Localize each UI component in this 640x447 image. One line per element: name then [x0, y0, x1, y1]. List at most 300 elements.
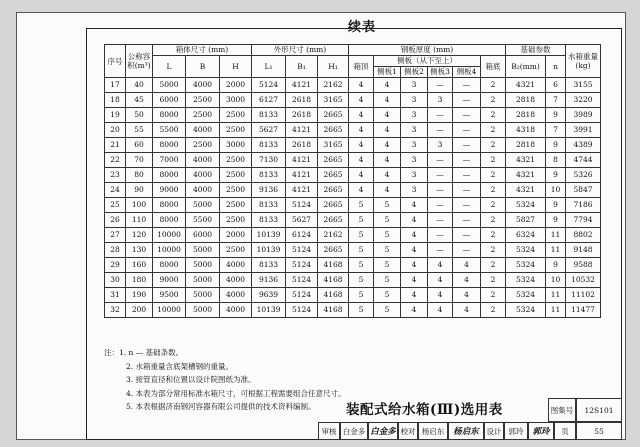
cell-L1: 10139	[252, 243, 286, 258]
cell-b2: 6324	[506, 228, 546, 243]
cell-L: 9000	[153, 273, 186, 288]
cell-B: 5000	[186, 243, 220, 258]
designer-signature: 郭玲	[528, 422, 554, 440]
cell-top-plate: 5	[349, 303, 374, 318]
cell-side3: 3	[428, 93, 453, 108]
header-seq: 序号	[105, 45, 126, 78]
cell-side3: 4	[428, 303, 453, 318]
table-row	[105, 93, 601, 108]
cell-side1: 4	[374, 108, 401, 123]
table-row	[105, 78, 601, 93]
page-title: 续表	[348, 20, 377, 35]
cell-B1: 5124	[286, 243, 318, 258]
cell-H: 2500	[220, 168, 252, 183]
cell-B: 4000	[186, 78, 220, 93]
cell-top-plate: 5	[349, 228, 374, 243]
cell-L1: 5124	[252, 78, 286, 93]
cell-weight: 4389	[566, 138, 601, 153]
cell-volume: 90	[126, 183, 153, 198]
cell-B1: 5627	[286, 213, 318, 228]
cell-b2: 2818	[506, 138, 546, 153]
cell-L1: 8133	[252, 168, 286, 183]
cell-weight: 5847	[566, 183, 601, 198]
cell-H: 2500	[220, 108, 252, 123]
cell-L1: 9136	[252, 273, 286, 288]
header-H: H	[220, 56, 252, 78]
cell-top-plate: 4	[349, 108, 374, 123]
cell-side2: 4	[401, 303, 428, 318]
table-row	[105, 288, 601, 303]
cell-B: 4000	[186, 168, 220, 183]
cell-side3: —	[428, 183, 453, 198]
cell-side3: —	[428, 78, 453, 93]
cell-side2: 4	[401, 243, 428, 258]
cell-side1: 5	[374, 303, 401, 318]
cell-b2: 4318	[506, 123, 546, 138]
header-side-group: 侧板（从下至上）	[374, 56, 481, 67]
cell-bottom-plate: 2	[481, 153, 506, 168]
cell-top-plate: 4	[349, 168, 374, 183]
cell-seq: 25	[105, 198, 126, 213]
cell-H: 2500	[220, 123, 252, 138]
cell-side2: 4	[401, 258, 428, 273]
cell-B: 5000	[186, 258, 220, 273]
cell-H1: 2665	[318, 153, 349, 168]
header-side2: 侧板2	[401, 67, 428, 78]
cell-L1: 8133	[252, 108, 286, 123]
cell-top-plate: 5	[349, 258, 374, 273]
cell-side3: —	[428, 108, 453, 123]
header-B: B	[186, 56, 220, 78]
cell-side2: 3	[401, 183, 428, 198]
cell-seq: 30	[105, 273, 126, 288]
cell-bottom-plate: 2	[481, 273, 506, 288]
cell-H1: 4168	[318, 258, 349, 273]
cell-L1: 8133	[252, 198, 286, 213]
cell-b2: 5324	[506, 273, 546, 288]
table-row	[105, 213, 601, 228]
cell-side4: 4	[453, 303, 481, 318]
cell-L: 8000	[153, 108, 186, 123]
cell-bottom-plate: 2	[481, 288, 506, 303]
note-text: 5. 本表根据济南钢河容器有限公司提供的技术资料编制。	[126, 402, 316, 411]
cell-B: 4000	[186, 153, 220, 168]
cell-seq: 17	[105, 78, 126, 93]
note-line	[104, 400, 346, 414]
header-bottom-plate: 箱底	[481, 56, 506, 78]
cell-B: 2500	[186, 138, 220, 153]
cell-B1: 5124	[286, 303, 318, 318]
cell-b2: 2818	[506, 93, 546, 108]
cell-L: 10000	[153, 243, 186, 258]
cell-B: 5500	[186, 213, 220, 228]
cell-n: 7	[546, 93, 566, 108]
design-label: 设计	[484, 422, 504, 440]
cell-n: 11	[546, 288, 566, 303]
cell-H: 2500	[220, 198, 252, 213]
cell-seq: 29	[105, 258, 126, 273]
header-top-plate: 箱顶	[349, 56, 374, 78]
note-line: 注：1. n — 基础条数。	[104, 348, 184, 357]
cell-B1: 4121	[286, 123, 318, 138]
cell-side1: 5	[374, 243, 401, 258]
cell-side3: —	[428, 123, 453, 138]
cell-L1: 8133	[252, 258, 286, 273]
cell-volume: 100	[126, 198, 153, 213]
cell-top-plate: 5	[349, 288, 374, 303]
cell-top-plate: 4	[349, 183, 374, 198]
cell-seq: 31	[105, 288, 126, 303]
cell-B1: 6124	[286, 228, 318, 243]
drawing-title: 装配式给水箱(Ⅲ)选用表	[346, 402, 503, 418]
cell-weight: 9588	[566, 258, 601, 273]
cell-side4: —	[453, 213, 481, 228]
cell-volume: 50	[126, 108, 153, 123]
cell-seq: 27	[105, 228, 126, 243]
cell-top-plate: 4	[349, 138, 374, 153]
cell-L1: 8133	[252, 213, 286, 228]
cell-B: 5000	[186, 303, 220, 318]
cell-volume: 70	[126, 153, 153, 168]
cell-B1: 5124	[286, 198, 318, 213]
cell-side2: 3	[401, 108, 428, 123]
cell-side2: 4	[401, 198, 428, 213]
cell-n: 9	[546, 213, 566, 228]
reviewer-name: 白金多	[340, 422, 368, 440]
cell-weight: 4744	[566, 153, 601, 168]
cell-volume: 110	[126, 213, 153, 228]
cell-weight: 7794	[566, 213, 601, 228]
cell-side2: 3	[401, 78, 428, 93]
header-volume: 公称容积(m³)	[126, 45, 153, 78]
cell-B1: 5124	[286, 273, 318, 288]
cell-B1: 5124	[286, 288, 318, 303]
cell-side4: —	[453, 168, 481, 183]
cell-b2: 5324	[506, 288, 546, 303]
cell-n: 9	[546, 108, 566, 123]
cell-B1: 4121	[286, 168, 318, 183]
cell-side4: —	[453, 228, 481, 243]
page-number: 55	[576, 422, 622, 440]
cell-H: 3000	[220, 93, 252, 108]
cell-side3: —	[428, 153, 453, 168]
cell-L: 10000	[153, 228, 186, 243]
cell-B: 2500	[186, 108, 220, 123]
cell-b2: 5324	[506, 303, 546, 318]
cell-volume: 60	[126, 138, 153, 153]
cell-H: 4000	[220, 303, 252, 318]
cell-H: 2500	[220, 153, 252, 168]
cell-n: 8	[546, 153, 566, 168]
cell-H: 2000	[220, 78, 252, 93]
cell-H: 3000	[220, 138, 252, 153]
note-text: 3. 接管直径和位置以设计院图纸为准。	[126, 375, 256, 384]
cell-H1: 2665	[318, 243, 349, 258]
cell-L: 6000	[153, 93, 186, 108]
cell-L: 9500	[153, 288, 186, 303]
header-basic-params: 基础参数	[506, 45, 566, 56]
note-text: 4. 本表为部分常用标准水箱尺寸，可根据工程需要组合任意尺寸。	[126, 388, 346, 398]
cell-volume: 80	[126, 168, 153, 183]
cell-n: 9	[546, 198, 566, 213]
cell-volume: 180	[126, 273, 153, 288]
header-plate-thickness: 钢板厚度 (mm)	[349, 45, 506, 56]
cell-L: 9000	[153, 183, 186, 198]
cell-side4: —	[453, 243, 481, 258]
cell-side3: 4	[428, 288, 453, 303]
cell-top-plate: 5	[349, 243, 374, 258]
cell-H: 2500	[220, 183, 252, 198]
table-row	[105, 138, 601, 153]
table-row	[105, 243, 601, 258]
cell-L: 8000	[153, 138, 186, 153]
cell-side2: 3	[401, 138, 428, 153]
cell-side3: 4	[428, 258, 453, 273]
cell-side2: 4	[401, 213, 428, 228]
table-row	[105, 258, 601, 273]
cell-weight: 9148	[566, 243, 601, 258]
cell-side1: 4	[374, 78, 401, 93]
cell-bottom-plate: 2	[481, 228, 506, 243]
cell-top-plate: 4	[349, 78, 374, 93]
cell-side3: 4	[428, 273, 453, 288]
designer-name: 郭玲	[504, 422, 528, 440]
cell-H1: 2665	[318, 183, 349, 198]
cell-side3: —	[428, 243, 453, 258]
cell-weight: 11102	[566, 288, 601, 303]
cell-side3: 3	[428, 138, 453, 153]
tank-selection-table	[104, 44, 601, 318]
cell-H1: 2665	[318, 123, 349, 138]
cell-B: 2500	[186, 93, 220, 108]
table-row	[105, 108, 601, 123]
cell-side1: 4	[374, 153, 401, 168]
cell-weight: 11477	[566, 303, 601, 318]
cell-H: 2500	[220, 243, 252, 258]
cell-b2: 5324	[506, 243, 546, 258]
cell-side4: —	[453, 183, 481, 198]
cell-top-plate: 4	[349, 93, 374, 108]
cell-side2: 3	[401, 153, 428, 168]
cell-bottom-plate: 2	[481, 78, 506, 93]
cell-side3: —	[428, 168, 453, 183]
cell-bottom-plate: 2	[481, 93, 506, 108]
cell-seq: 23	[105, 168, 126, 183]
cell-L: 5000	[153, 78, 186, 93]
cell-b2: 4321	[506, 153, 546, 168]
cell-B1: 4121	[286, 153, 318, 168]
header-side3: 侧板3	[428, 67, 453, 78]
cell-bottom-plate: 2	[481, 123, 506, 138]
cell-b2: 5324	[506, 258, 546, 273]
table-row	[105, 168, 601, 183]
cell-volume: 120	[126, 228, 153, 243]
cell-B: 4000	[186, 123, 220, 138]
cell-b2: 5324	[506, 198, 546, 213]
cell-side2: 3	[401, 168, 428, 183]
cell-side4: —	[453, 198, 481, 213]
cell-n: 9	[546, 258, 566, 273]
notes-section	[104, 346, 346, 414]
cell-bottom-plate: 2	[481, 213, 506, 228]
cell-side1: 5	[374, 258, 401, 273]
cell-H1: 4168	[318, 288, 349, 303]
cell-H1: 4168	[318, 273, 349, 288]
cell-side2: 4	[401, 288, 428, 303]
cell-seq: 18	[105, 93, 126, 108]
cell-H1: 2665	[318, 108, 349, 123]
cell-side1: 5	[374, 273, 401, 288]
cell-volume: 200	[126, 303, 153, 318]
cell-L: 5500	[153, 123, 186, 138]
cell-side3: —	[428, 213, 453, 228]
table-row	[105, 198, 601, 213]
cell-top-plate: 5	[349, 213, 374, 228]
cell-side1: 4	[374, 183, 401, 198]
cell-side1: 4	[374, 138, 401, 153]
cell-b2: 2818	[506, 108, 546, 123]
cell-B: 5000	[186, 273, 220, 288]
cell-B1: 2618	[286, 138, 318, 153]
cell-H: 4000	[220, 258, 252, 273]
cell-volume: 190	[126, 288, 153, 303]
cell-b2: 4321	[506, 78, 546, 93]
cell-side1: 5	[374, 213, 401, 228]
cell-seq: 24	[105, 183, 126, 198]
cell-B: 5000	[186, 198, 220, 213]
cell-B: 5000	[186, 288, 220, 303]
cell-H: 2500	[220, 213, 252, 228]
cell-seq: 20	[105, 123, 126, 138]
cell-side1: 4	[374, 168, 401, 183]
cell-side2: 3	[401, 123, 428, 138]
cell-H1: 2665	[318, 198, 349, 213]
cell-seq: 32	[105, 303, 126, 318]
cell-L: 7000	[153, 153, 186, 168]
header-n: n	[546, 56, 566, 78]
cell-side4: —	[453, 78, 481, 93]
cell-volume: 160	[126, 258, 153, 273]
table-body	[105, 78, 601, 318]
cell-L1: 8133	[252, 138, 286, 153]
cell-bottom-plate: 2	[481, 303, 506, 318]
cell-H1: 3165	[318, 138, 349, 153]
header-side4: 侧板4	[453, 67, 481, 78]
cell-b2: 4321	[506, 168, 546, 183]
cell-side2: 3	[401, 93, 428, 108]
cell-seq: 19	[105, 108, 126, 123]
cell-side2: 4	[401, 273, 428, 288]
header-outer-size: 外形尺寸 (mm)	[252, 45, 349, 56]
cell-side4: 4	[453, 273, 481, 288]
cell-side2: 4	[401, 228, 428, 243]
cell-side4: —	[453, 153, 481, 168]
cell-volume: 40	[126, 78, 153, 93]
cell-n: 10	[546, 273, 566, 288]
table-row	[105, 303, 601, 318]
cell-side1: 5	[374, 198, 401, 213]
cell-top-plate: 4	[349, 153, 374, 168]
cell-B1: 2618	[286, 93, 318, 108]
note-line	[104, 387, 346, 401]
cell-seq: 21	[105, 138, 126, 153]
table-header	[105, 45, 601, 78]
cell-side4: 4	[453, 258, 481, 273]
cell-weight: 3220	[566, 93, 601, 108]
cell-L1: 7130	[252, 153, 286, 168]
cell-n: 11	[546, 303, 566, 318]
cell-b2: 4321	[506, 183, 546, 198]
cell-H: 4000	[220, 273, 252, 288]
cell-B: 4000	[186, 183, 220, 198]
cell-n: 11	[546, 243, 566, 258]
table-row	[105, 183, 601, 198]
cell-volume: 130	[126, 243, 153, 258]
cell-L: 8000	[153, 198, 186, 213]
check-label: 校对	[398, 422, 418, 440]
atlas-label: 图集号	[548, 398, 576, 422]
note-line	[104, 373, 346, 387]
cell-L1: 10139	[252, 303, 286, 318]
cell-top-plate: 4	[349, 123, 374, 138]
cell-H1: 2665	[318, 213, 349, 228]
cell-bottom-plate: 2	[481, 168, 506, 183]
cell-top-plate: 5	[349, 198, 374, 213]
cell-H1: 2162	[318, 228, 349, 243]
header-side1: 侧板1	[374, 67, 401, 78]
cell-weight: 3155	[566, 78, 601, 93]
cell-side1: 5	[374, 228, 401, 243]
cell-L1: 9136	[252, 183, 286, 198]
cell-L1: 9639	[252, 288, 286, 303]
cell-side4: 4	[453, 288, 481, 303]
cell-weight: 3991	[566, 123, 601, 138]
cell-n: 7	[546, 123, 566, 138]
cell-side3: —	[428, 228, 453, 243]
cell-n: 9	[546, 168, 566, 183]
header-box-size: 箱体尺寸 (mm)	[153, 45, 252, 56]
cell-B1: 2618	[286, 108, 318, 123]
cell-n: 11	[546, 228, 566, 243]
header-H1: H₁	[318, 56, 349, 78]
cell-side1: 4	[374, 123, 401, 138]
review-label: 审核	[318, 422, 340, 440]
cell-L: 8000	[153, 213, 186, 228]
checker-signature: 杨启东	[448, 422, 484, 440]
cell-weight: 10532	[566, 273, 601, 288]
cell-side1: 5	[374, 288, 401, 303]
cell-H1: 4168	[318, 303, 349, 318]
cell-H1: 2162	[318, 78, 349, 93]
atlas-number: 12S101	[576, 398, 622, 422]
cell-seq: 22	[105, 153, 126, 168]
cell-seq: 26	[105, 213, 126, 228]
cell-L1: 10139	[252, 228, 286, 243]
cell-b2: 5827	[506, 213, 546, 228]
table-row	[105, 123, 601, 138]
cell-H: 4000	[220, 288, 252, 303]
cell-seq: 28	[105, 243, 126, 258]
cell-B1: 4121	[286, 183, 318, 198]
header-L: L	[153, 56, 186, 78]
cell-side1: 4	[374, 93, 401, 108]
cell-weight: 7186	[566, 198, 601, 213]
cell-H: 2000	[220, 228, 252, 243]
cell-L: 8000	[153, 258, 186, 273]
header-B1: B₁	[286, 56, 318, 78]
cell-bottom-plate: 2	[481, 183, 506, 198]
page-label: 页	[554, 422, 576, 440]
